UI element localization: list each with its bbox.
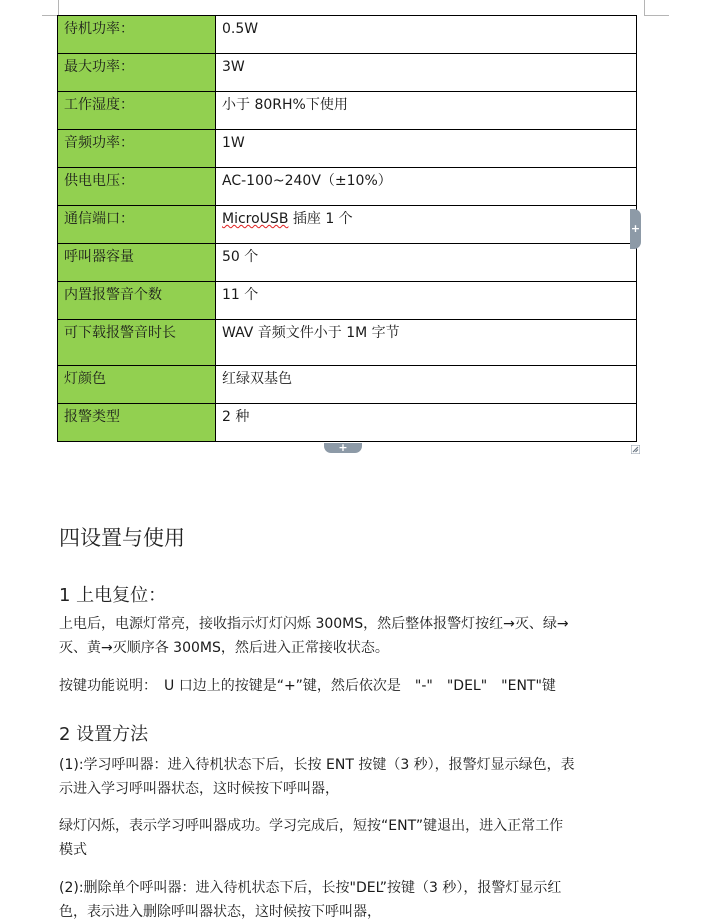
paragraph-line: (2):删除单个呼叫器：进入待机状态下后，长按"DEL”按键（3 秒），报警灯显示红: [59, 880, 562, 896]
paragraph-line: (1):学习呼叫器：进入待机状态下后，长按 ENT 按键（3 秒），报警灯显示绿色，表: [59, 757, 575, 773]
table-row: [58, 320, 637, 366]
spec-value-suffix: 插座 1 个: [288, 211, 353, 227]
paragraph-line: 上电后，电源灯常亮，接收指示灯灯闪烁 300MS，然后整体报警灯按红→灭、绿→: [59, 616, 569, 632]
spec-value[interactable]: [216, 206, 637, 244]
subsection-title: 1 上电复位：: [59, 585, 167, 606]
plus-icon: +: [338, 441, 348, 454]
page-corner-mark-right: [644, 0, 669, 16]
paragraph-line: 灭、黄→灭顺序各 300MS，然后进入正常接收状态。: [59, 640, 389, 656]
paragraph-line: 示进入学习呼叫器状态，这时候按下呼叫器，: [59, 781, 339, 797]
table-row: [58, 206, 637, 244]
table-row: [58, 16, 637, 54]
table-row: [58, 130, 637, 168]
subsection-title: 2 设置方法: [59, 724, 149, 745]
paragraph-line: 绿灯闪烁，表示学习呼叫器成功。学习完成后，短按“ENT”键退出，进入正常工作: [59, 818, 564, 834]
spec-key[interactable]: 最大功率：: [58, 54, 216, 92]
spec-value[interactable]: 50 个: [216, 244, 637, 282]
spec-key[interactable]: 内置报警音个数: [58, 282, 216, 320]
paragraph-line: 色，表示进入删除呼叫器状态，这时候按下呼叫器，: [59, 904, 381, 920]
spec-key[interactable]: 供电电压：: [58, 168, 216, 206]
spec-key[interactable]: 灯颜色: [58, 366, 216, 404]
spec-value[interactable]: 3W: [216, 54, 637, 92]
paragraph-line: 模式: [59, 842, 87, 858]
paragraph-line: 按键功能说明： U 口边上的按键是“+”键，然后依次是 "-" "DEL" "ENT"键: [59, 678, 556, 694]
spec-value[interactable]: 小于 80RH%下使用: [216, 92, 637, 130]
spec-value[interactable]: 11 个: [216, 282, 637, 320]
spec-key[interactable]: 音频功率：: [58, 130, 216, 168]
spec-key[interactable]: 报警类型: [58, 404, 216, 442]
section-title: 四设置与使用: [59, 526, 185, 550]
table-row: [58, 366, 637, 404]
table-row: [58, 244, 637, 282]
spec-value[interactable]: 红绿双基色: [216, 366, 637, 404]
table-row: [58, 54, 637, 92]
spec-key[interactable]: 可下载报警音时长: [58, 320, 216, 366]
page-corner-mark-left: [42, 0, 59, 16]
table-row: [58, 404, 637, 442]
table-row: [58, 168, 637, 206]
spec-key[interactable]: 呼叫器容量: [58, 244, 216, 282]
spec-value[interactable]: 1W: [216, 130, 637, 168]
add-row-handle[interactable]: [324, 443, 362, 453]
spec-key[interactable]: 工作湿度：: [58, 92, 216, 130]
plus-icon: +: [630, 222, 641, 235]
spec-value[interactable]: AC-100~240V（±10%）: [216, 168, 637, 206]
spec-value[interactable]: WAV 音频文件小于 1M 字节: [216, 320, 637, 366]
spec-value[interactable]: 0.5W: [216, 16, 637, 54]
spec-key[interactable]: 通信端口：: [58, 206, 216, 244]
spellcheck-underlined-word: MicroUSB: [222, 211, 289, 227]
table-row: [58, 92, 637, 130]
table-row: [58, 282, 637, 320]
spec-value[interactable]: 2 种: [216, 404, 637, 442]
spec-table: [57, 15, 637, 442]
add-column-handle[interactable]: [630, 209, 641, 249]
table-resize-icon[interactable]: [631, 445, 640, 454]
spec-key[interactable]: 待机功率：: [58, 16, 216, 54]
